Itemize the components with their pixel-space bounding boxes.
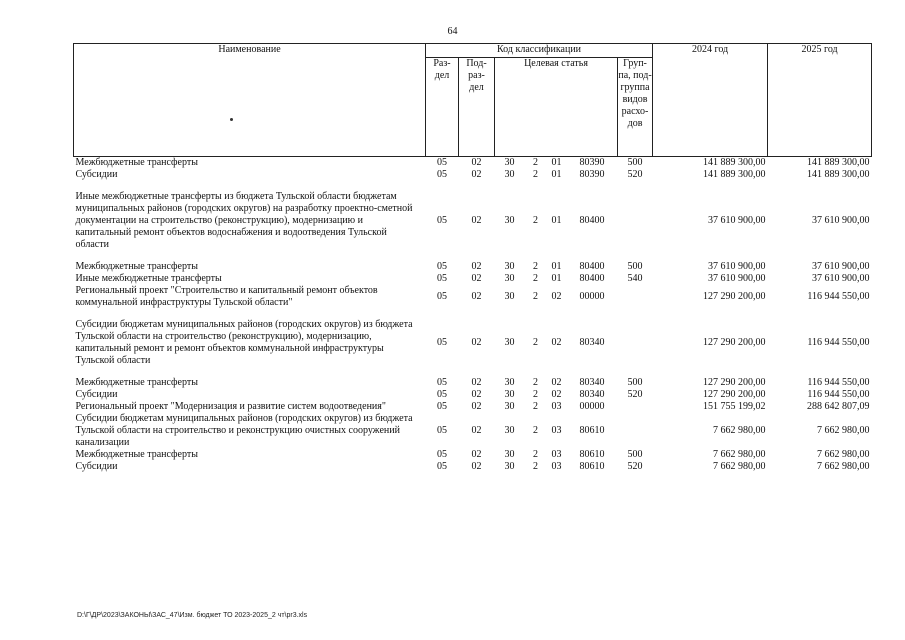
- cell-y2025: 116 944 550,00: [807, 389, 870, 400]
- cell-y2025: 141 889 300,00: [807, 157, 870, 168]
- cell-c2: 2: [533, 157, 538, 168]
- cell-y2024: 37 610 900,00: [708, 273, 766, 284]
- cell-vr: [618, 309, 653, 377]
- table-row: [74, 169, 872, 181]
- cell-y2025: 116 944 550,00: [807, 377, 870, 388]
- cell-rz: 05: [437, 157, 447, 168]
- header-2025: 2025 год: [768, 44, 872, 157]
- cell-c1: 30: [504, 389, 515, 400]
- cell-pr: 02: [471, 461, 482, 472]
- cell-pr: 02: [471, 401, 482, 412]
- cell-c1: 30: [504, 425, 515, 436]
- cell-vr: [618, 413, 653, 449]
- cell-c3: 01: [551, 169, 562, 180]
- cell-y2024: 37 610 900,00: [708, 215, 766, 226]
- cell-y2024: 37 610 900,00: [708, 261, 766, 272]
- budget-table-container: [73, 43, 871, 473]
- cell-pr: 02: [471, 389, 482, 400]
- cell-rz: 05: [437, 169, 447, 180]
- cell-name: Межбюджетные трансферты: [75, 377, 198, 388]
- cell-y2025: 116 944 550,00: [807, 337, 870, 348]
- table-row: [74, 285, 872, 309]
- cell-c2: 2: [533, 169, 538, 180]
- cell-pr: 02: [471, 425, 482, 436]
- cell-rz: 05: [437, 337, 447, 348]
- table-row: [74, 401, 872, 413]
- cell-pr: 02: [471, 377, 482, 388]
- cell-y2025: 288 642 807,09: [807, 401, 870, 412]
- cell-name: Субсидии бюджетам муниципальных районов (городских округов) из бюджета Тульской области на строительство (реконструкцию), модернизацию, капитальный ремонт и ремонт объектов коммунальной инфраструктуры Тульской области: [75, 319, 413, 366]
- cell-rz: 05: [437, 291, 447, 302]
- cell-y2025: 37 610 900,00: [812, 261, 870, 272]
- cell-c2: 2: [533, 389, 538, 400]
- header-target: Целевая статья: [495, 58, 618, 157]
- cell-c1: 30: [504, 401, 515, 412]
- cell-y2024: 7 662 980,00: [713, 449, 766, 460]
- table-row: [74, 181, 872, 261]
- cell-c3: 01: [551, 261, 562, 272]
- cell-c3: 01: [551, 157, 562, 168]
- cell-pr: 02: [471, 273, 482, 284]
- budget-table: [73, 43, 872, 473]
- cell-c3: 01: [551, 273, 562, 284]
- cell-name: Субсидии: [75, 461, 118, 472]
- cell-vr: 520: [627, 389, 643, 400]
- cell-pr: 02: [471, 169, 482, 180]
- cell-y2025: 7 662 980,00: [817, 461, 870, 472]
- header-razdel: Раз- дел: [426, 58, 459, 157]
- cell-rz: 05: [437, 389, 447, 400]
- header-2024: 2024 год: [653, 44, 768, 157]
- cell-vr: [618, 401, 653, 413]
- cell-y2024: 7 662 980,00: [713, 461, 766, 472]
- cell-y2024: 141 889 300,00: [703, 169, 766, 180]
- cell-y2025: 116 944 550,00: [807, 291, 870, 302]
- cell-c1: 30: [504, 273, 515, 284]
- cell-c4: 80340: [579, 337, 605, 348]
- cell-c4: 80340: [579, 389, 605, 400]
- cell-c4: 80400: [579, 261, 605, 272]
- cell-c2: 2: [533, 291, 538, 302]
- cell-c4: 80610: [579, 425, 605, 436]
- cell-pr: 02: [471, 215, 482, 226]
- cell-c3: 03: [551, 461, 562, 472]
- cell-y2025: 7 662 980,00: [817, 449, 870, 460]
- table-body: [74, 157, 872, 474]
- table-row: [74, 309, 872, 377]
- cell-name: Межбюджетные трансферты: [75, 449, 198, 460]
- cell-pr: 02: [471, 337, 482, 348]
- cell-name: Субсидии: [75, 169, 118, 180]
- cell-rz: 05: [437, 215, 447, 226]
- cell-y2025: 37 610 900,00: [812, 273, 870, 284]
- cell-c4: 80610: [579, 461, 605, 472]
- file-path-footer: D:\Г\ДР\2023\ЗАКОНЫ\ЗАС_47\Изм. бюджет ТО 2023-2025_2 чт\pr3.xls: [77, 612, 308, 619]
- table-row: [74, 273, 872, 285]
- cell-c3: 02: [551, 377, 562, 388]
- cell-c2: 2: [533, 425, 538, 436]
- cell-c3: 03: [551, 425, 562, 436]
- cell-vr: 500: [627, 449, 643, 460]
- table-row: [74, 413, 872, 449]
- cell-c4: 80610: [579, 449, 605, 460]
- cell-c3: 02: [551, 291, 562, 302]
- cell-c1: 30: [504, 461, 515, 472]
- cell-rz: 05: [437, 449, 447, 460]
- cell-y2024: 127 290 200,00: [703, 291, 766, 302]
- cell-c4: 80340: [579, 377, 605, 388]
- cell-y2025: 141 889 300,00: [807, 169, 870, 180]
- header-code: Код классификации: [426, 44, 653, 58]
- cell-name: Региональный проект "Модернизация и развитие систем водоотведения": [75, 401, 386, 412]
- cell-c2: 2: [533, 377, 538, 388]
- cell-rz: 05: [437, 425, 447, 436]
- cell-vr: 500: [627, 261, 643, 272]
- cell-pr: 02: [471, 261, 482, 272]
- cell-y2024: 141 889 300,00: [703, 157, 766, 168]
- cell-c4: 80390: [579, 157, 605, 168]
- cell-name: Иные межбюджетные трансферты: [75, 273, 222, 284]
- cell-rz: 05: [437, 377, 447, 388]
- cell-c2: 2: [533, 273, 538, 284]
- table-row: [74, 261, 872, 273]
- cell-c1: 30: [504, 291, 515, 302]
- cell-y2024: 7 662 980,00: [713, 425, 766, 436]
- cell-c1: 30: [504, 261, 515, 272]
- cell-c1: 30: [504, 169, 515, 180]
- cell-vr: 500: [627, 377, 643, 388]
- table-row: [74, 389, 872, 401]
- cell-y2025: 37 610 900,00: [812, 215, 870, 226]
- cell-pr: 02: [471, 449, 482, 460]
- cell-c1: 30: [504, 337, 515, 348]
- cell-c1: 30: [504, 377, 515, 388]
- cell-c4: 00000: [579, 401, 605, 412]
- table-row: [74, 377, 872, 389]
- cell-c2: 2: [533, 449, 538, 460]
- cell-c2: 2: [533, 337, 538, 348]
- cell-pr: 02: [471, 157, 482, 168]
- header-name: Наименование: [74, 44, 426, 157]
- cell-vr: 500: [627, 157, 643, 168]
- cell-name: Иные межбюджетные трансферты из бюджета Тульской области бюджетам муниципальных районов (городских округов) на разработку проектно-сметной документации на строительство (реконструкцию), модернизацию и капитальный ремонт объектов водоснабжения и водоотведения Тульской области: [75, 191, 413, 250]
- cell-vr: [618, 181, 653, 261]
- cell-c4: 80400: [579, 273, 605, 284]
- cell-rz: 05: [437, 401, 447, 412]
- cell-c1: 30: [504, 449, 515, 460]
- header-podrazdel: Под- раз- дел: [459, 58, 495, 157]
- cell-y2024: 127 290 200,00: [703, 377, 766, 388]
- cell-vr: [618, 285, 653, 309]
- cell-vr: 520: [627, 169, 643, 180]
- table-row: [74, 461, 872, 473]
- cell-name: Субсидии бюджетам муниципальных районов (городских округов) из бюджета Тульской области на строительство и реконструкцию очистных сооружений канализации: [75, 413, 413, 448]
- cell-c3: 02: [551, 389, 562, 400]
- cell-c3: 03: [551, 401, 562, 412]
- cell-rz: 05: [437, 273, 447, 284]
- cell-c4: 80400: [579, 215, 605, 226]
- cell-c2: 2: [533, 401, 538, 412]
- table-row: [74, 449, 872, 461]
- cell-name: Межбюджетные трансферты: [75, 157, 198, 168]
- cell-y2025: 7 662 980,00: [817, 425, 870, 436]
- cell-c1: 30: [504, 215, 515, 226]
- cell-name: Межбюджетные трансферты: [75, 261, 198, 272]
- cell-y2024: 151 755 199,02: [703, 401, 766, 412]
- cell-c1: 30: [504, 157, 515, 168]
- cell-c2: 2: [533, 261, 538, 272]
- cell-c2: 2: [533, 461, 538, 472]
- cell-c4: 80390: [579, 169, 605, 180]
- cell-name: Субсидии: [75, 389, 118, 400]
- cell-c3: 02: [551, 337, 562, 348]
- cell-name: Региональный проект "Строительство и капитальный ремонт объектов коммунальной инфраструктуры Тульской области": [75, 285, 378, 308]
- cell-vr: 540: [627, 273, 643, 284]
- cell-c3: 01: [551, 215, 562, 226]
- cell-c2: 2: [533, 215, 538, 226]
- cell-pr: 02: [471, 291, 482, 302]
- cell-c4: 00000: [579, 291, 605, 302]
- cell-y2024: 127 290 200,00: [703, 337, 766, 348]
- cell-rz: 05: [437, 461, 447, 472]
- page-number: 64: [447, 26, 458, 37]
- cell-rz: 05: [437, 261, 447, 272]
- cell-c3: 03: [551, 449, 562, 460]
- table-row: [74, 157, 872, 170]
- cell-vr: 520: [627, 461, 643, 472]
- header-group: Груп- па, под- группа видов расхо- дов: [618, 58, 653, 157]
- cell-y2024: 127 290 200,00: [703, 389, 766, 400]
